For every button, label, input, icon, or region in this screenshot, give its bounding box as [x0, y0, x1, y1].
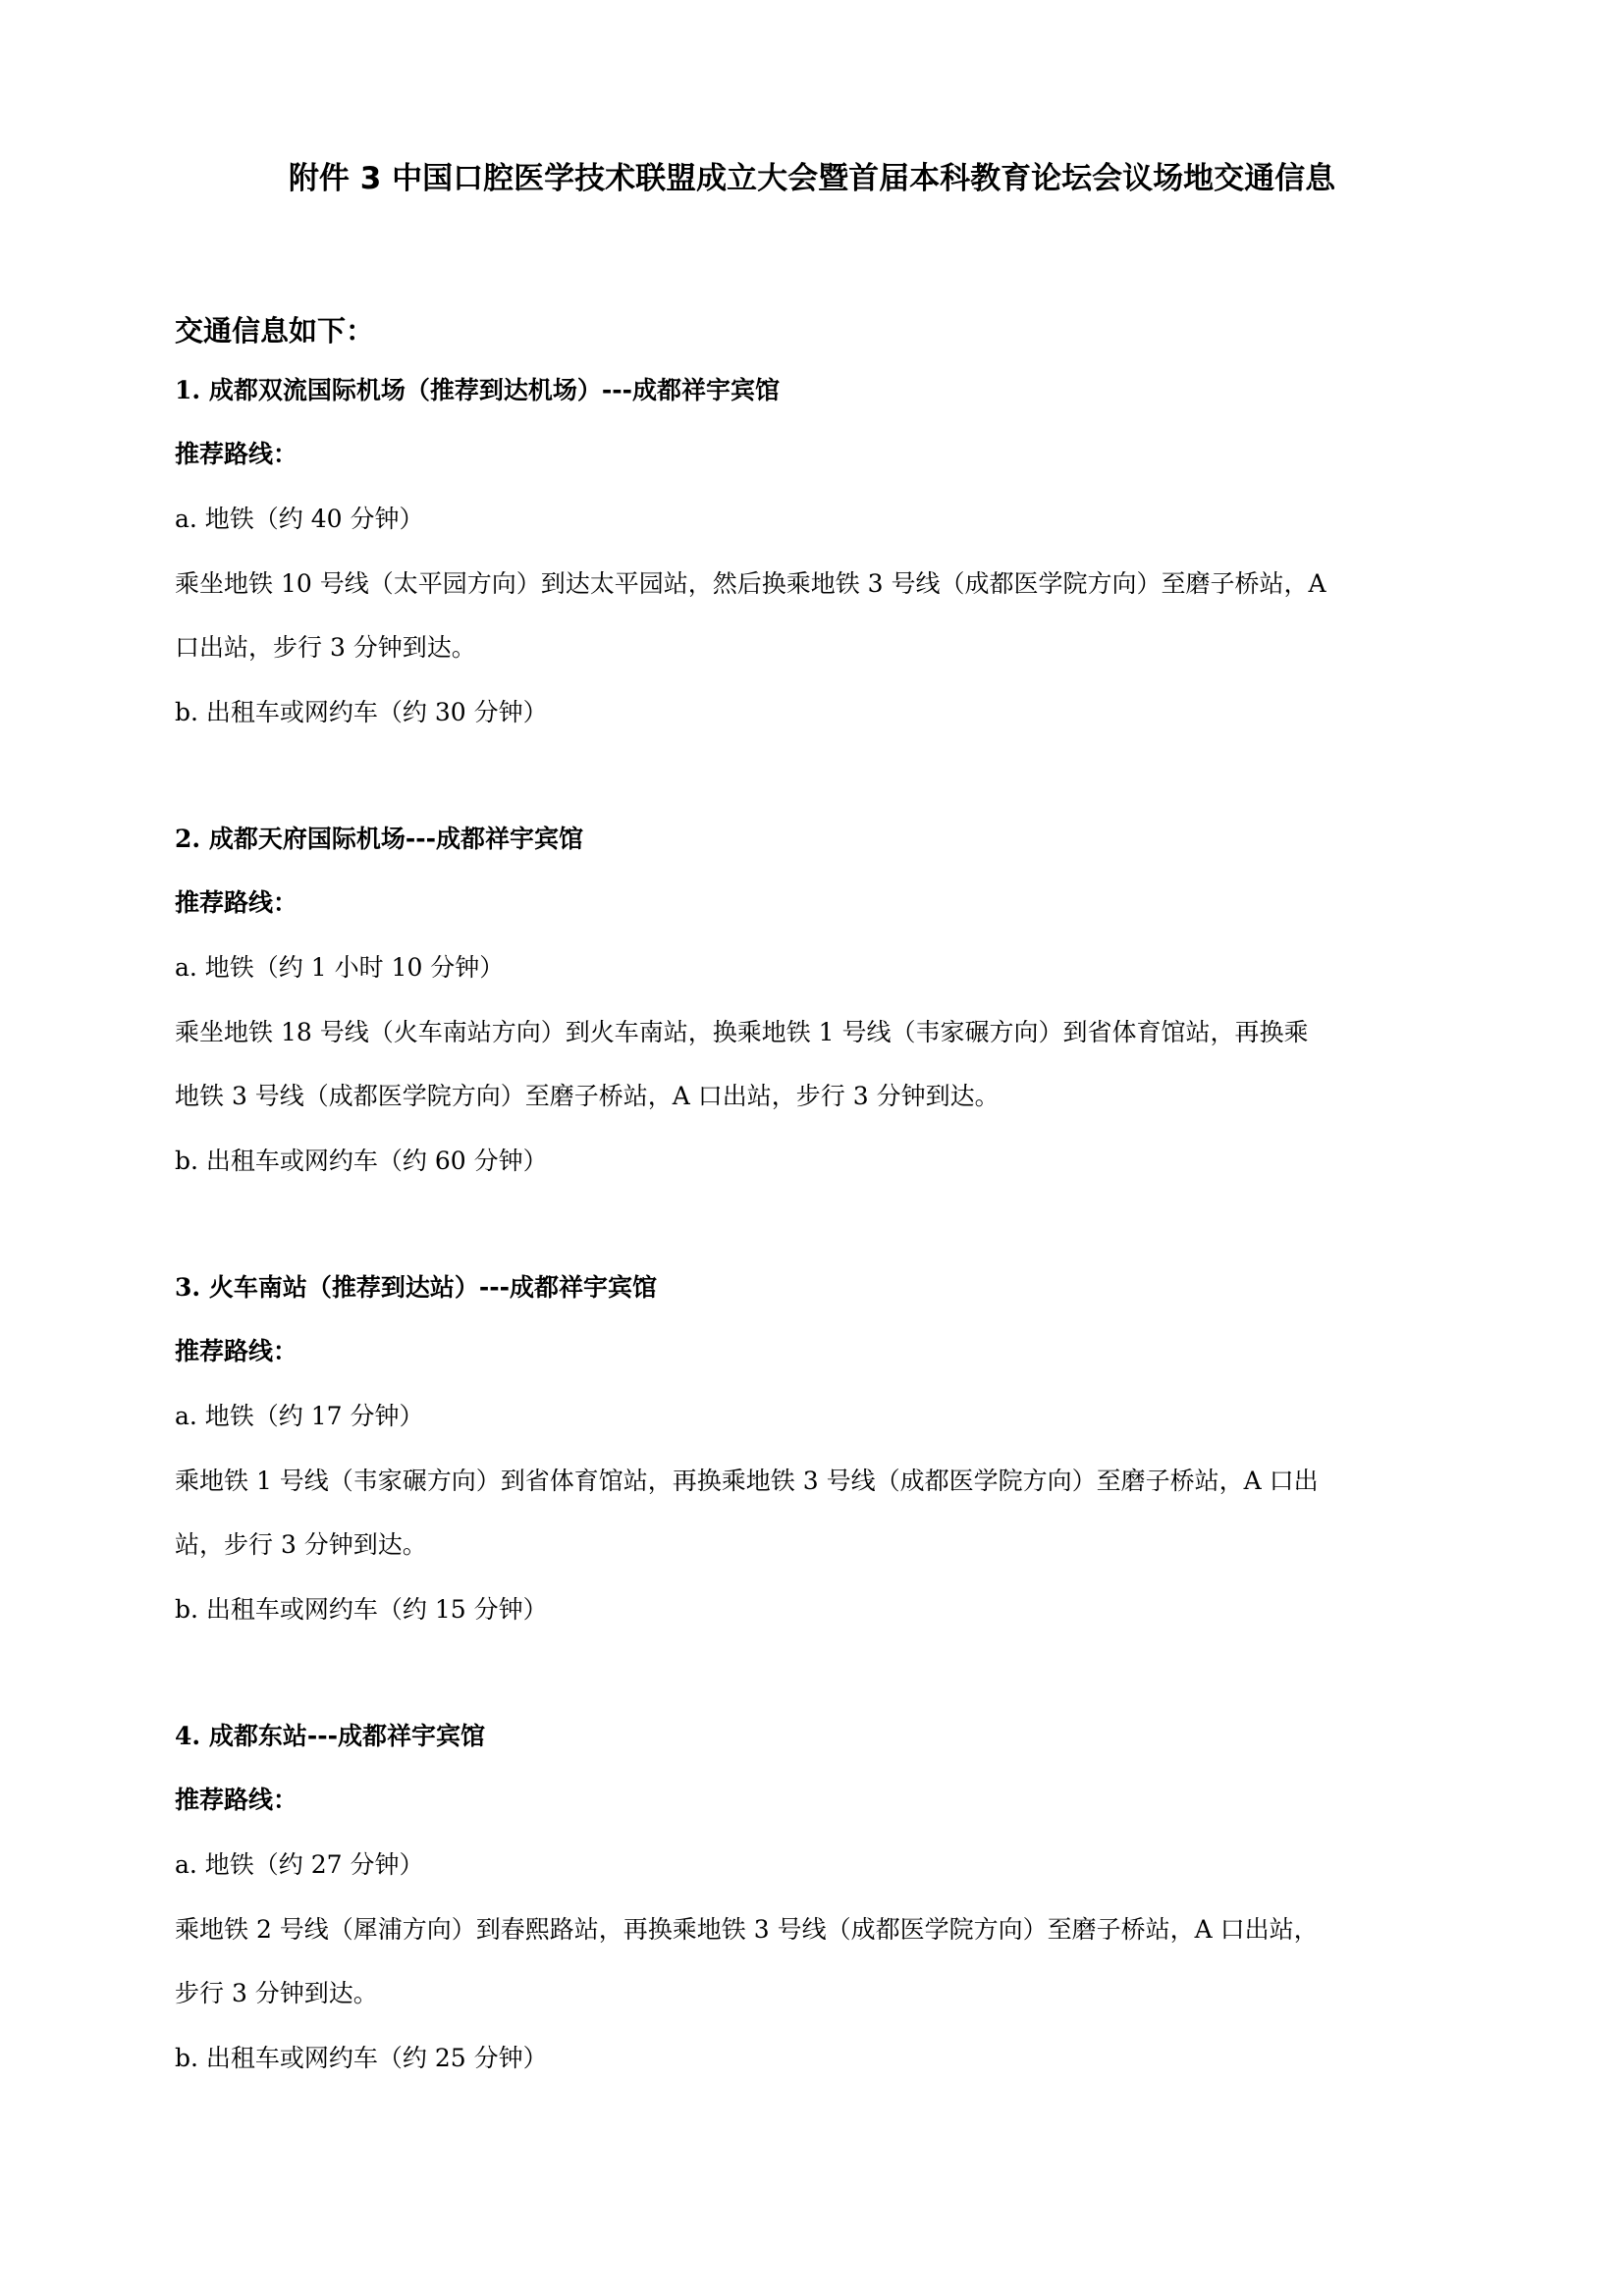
option-taxi: b. 出租车或网约车（约 30 分钟）: [175, 698, 548, 726]
option-subway: a. 地铁（约 27 分钟）: [175, 1850, 424, 1879]
subway-detail-line: 步行 3 分钟到达。: [175, 1979, 378, 2007]
section-heading: [175, 1271, 1490, 1305]
section-heading: [175, 1720, 1490, 1753]
route-label: 推荐路线：: [175, 888, 298, 917]
route-label: 推荐路线：: [175, 1337, 298, 1365]
subway-detail-line: 地铁 3 号线（成都医学院方向）至磨子桥站，A 口出站，步行 3 分钟到达。: [175, 1082, 1000, 1110]
subway-detail-line: 乘地铁 1 号线（韦家碾方向）到省体育馆站，再换乘地铁 3 号线（成都医学院方向）至磨子桥站，A 口出: [175, 1467, 1319, 1495]
section-title: 成都东站---成都祥宇宾馆: [208, 1722, 485, 1750]
option-taxi: b. 出租车或网约车（约 25 分钟）: [175, 2044, 548, 2072]
route-label: 推荐路线：: [175, 440, 298, 468]
section-heading: [175, 823, 1490, 856]
section-number: 2.: [175, 825, 201, 853]
document-title: 附件 3 中国口腔医学技术联盟成立大会暨首届本科教育论坛会议场地交通信息: [288, 161, 1336, 196]
option-subway: a. 地铁（约 17 分钟）: [175, 1402, 424, 1430]
section-title: 火车南站（推荐到达站）---成都祥宇宾馆: [208, 1273, 657, 1302]
subway-detail-line: 乘地铁 2 号线（犀浦方向）到春熙路站，再换乘地铁 3 号线（成都医学院方向）至磨子桥站，A 口出站，: [175, 1915, 1319, 1944]
option-subway: a. 地铁（约 1 小时 10 分钟）: [175, 953, 505, 982]
intro-heading: 交通信息如下：: [175, 314, 375, 347]
section-title: 成都天府国际机场---成都祥宇宾馆: [208, 825, 583, 853]
section-heading: [175, 374, 1490, 407]
option-subway: a. 地铁（约 40 分钟）: [175, 505, 424, 533]
option-taxi: b. 出租车或网约车（约 15 分钟）: [175, 1595, 548, 1624]
section-title: 成都双流国际机场（推荐到达机场）---成都祥宇宾馆: [208, 376, 780, 404]
subway-detail-line: 乘坐地铁 10 号线（太平园方向）到达太平园站，然后换乘地铁 3 号线（成都医学院方向）至磨子桥站，A: [175, 569, 1326, 598]
subway-detail-line: 乘坐地铁 18 号线（火车南站方向）到火车南站，换乘地铁 1 号线（韦家碾方向）到省体育馆站，再换乘: [175, 1018, 1309, 1046]
section-number: 1.: [175, 376, 201, 404]
route-label: 推荐路线：: [175, 1786, 298, 1814]
option-taxi: b. 出租车或网约车（约 60 分钟）: [175, 1147, 548, 1175]
section-number: 4.: [175, 1722, 201, 1750]
subway-detail-line: 站，步行 3 分钟到达。: [175, 1530, 427, 1559]
section-number: 3.: [175, 1273, 201, 1302]
subway-detail-line: 口出站，步行 3 分钟到达。: [175, 633, 476, 662]
